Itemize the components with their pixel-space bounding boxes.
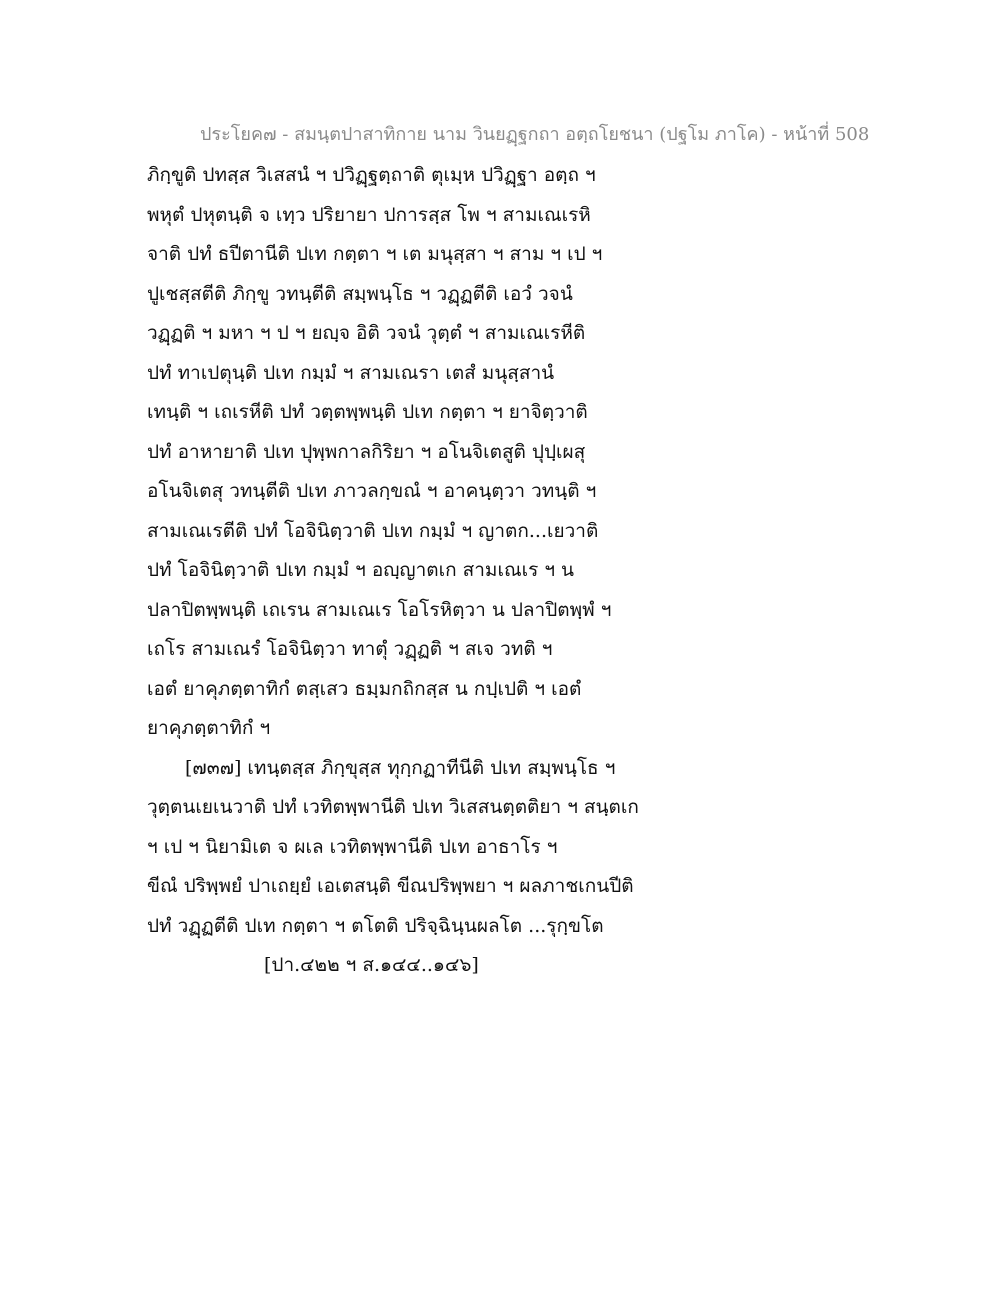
- body-text: [147, 156, 647, 986]
- text-line: ฯ เป ฯ นิยามิเต จ ผเล เวทิตพฺพานีติ ปเท อาธาโร ฯ: [147, 835, 558, 858]
- text-line: ปทํ ทาเปตุนฺติ ปเท กมฺมํ ฯ สามเณรา เตสํ มนุสฺสานํ: [147, 361, 555, 384]
- reference-line: [ปา.๔๒๒ ฯ ส.๑๔๔..๑๔๖]: [264, 954, 479, 976]
- text-line: วุตฺตนเยเนวาติ ปทํ เวทิตพฺพานีติ ปเท วิเสสนตฺตติยา ฯ สนฺตเก: [147, 796, 639, 818]
- text-line: เทนฺติ ฯ เถเรหีติ ปทํ วตฺตพฺพนฺติ ปเท กตฺตา ฯ ยาจิตฺวาติ: [147, 401, 588, 423]
- text-line: ปูเชสฺสตีติ ภิกฺขู วทนฺตีติ สมฺพนฺโธ ฯ วฏฺฏตีติ เอวํ วจนํ: [147, 282, 573, 305]
- text-line: สามเณเรตีติ ปทํ โอจินิตฺวาติ ปเท กมฺมํ ฯ ญาตก...เยวาติ: [147, 519, 599, 542]
- text-line: ปทํ อาหายาติ ปเท ปุพฺพกาลกิริยา ฯ อโนจิเตสูติ ปุปฺเผสุ: [147, 440, 586, 463]
- text-line: ปทํ โอจินิตฺวาติ ปเท กมฺมํ ฯ อญฺญาตเก สามเณเร ฯ น: [147, 559, 575, 581]
- page-header: ประโยค๗ - สมนฺตปาสาทิกาย นาม วินยฏฺฐกถา อตฺถโยชนา (ปฐโม ภาโค) - หน้าที่ 508: [200, 124, 870, 145]
- text-line: เถโร สามเณรํ โอจินิตฺวา ทาตุํ วฏฺฏติ ฯ สเจ วทติ ฯ: [147, 638, 553, 660]
- text-line: ยาคุภตฺตาทิกํ ฯ: [147, 717, 271, 739]
- text-line: ปทํ วฏฺฏตีติ ปเท กตฺตา ฯ ตโตติ ปริจฺฉินฺนผลโต ...รุกฺขโต: [147, 914, 604, 937]
- text-line: เอตํ ยาคุภตฺตาทิกํ ตสฺเสว ธมฺมกถิกสฺส น กปฺเปติ ฯ เอตํ: [147, 677, 582, 700]
- text-line: ขีณํ ปริพฺพยํ ปาเถยฺยํ เอเตสนฺติ ขีณปริพฺพยา ฯ ผลภาชเกนปีติ: [147, 875, 634, 897]
- paragraph-start-line: [๗๓๗] เทนฺตสฺส ภิกฺขุสฺส ทุกฺกฏาทีนีติ ปเท สมฺพนฺโธ ฯ: [185, 756, 616, 779]
- text-line: พหุตํ ปหุตนฺติ จ เทฺว ปริยายา ปการสฺส โพ ฯ สามเณเรหิ: [147, 203, 591, 226]
- text-line: วฏฺฏติ ฯ มหา ฯ ป ฯ ยญฺจ อิติ วจนํ วุตฺตํ ฯ สามเณเรหีติ: [147, 322, 586, 344]
- text-line: ภิกฺขูติ ปทสฺส วิเสสนํ ฯ ปวิฏฺฐตฺถาติ ตุเมฺห ปวิฏฺฐา อตฺถ ฯ: [147, 164, 596, 186]
- text-line: ปลาปิตพฺพนฺติ เถเรน สามเณเร โอโรหิตฺวา น ปลาปิตพฺพํ ฯ: [147, 598, 612, 621]
- text-line: อโนจิเตสุ วทนฺตีติ ปเท ภาวลกฺขณํ ฯ อาคนฺตฺวา วทนฺติ ฯ: [147, 480, 597, 502]
- text-line: จาติ ปทํ ธปีตานีติ ปเท กตฺตา ฯ เต มนุสฺสา ฯ สาม ฯ เป ฯ: [147, 243, 603, 265]
